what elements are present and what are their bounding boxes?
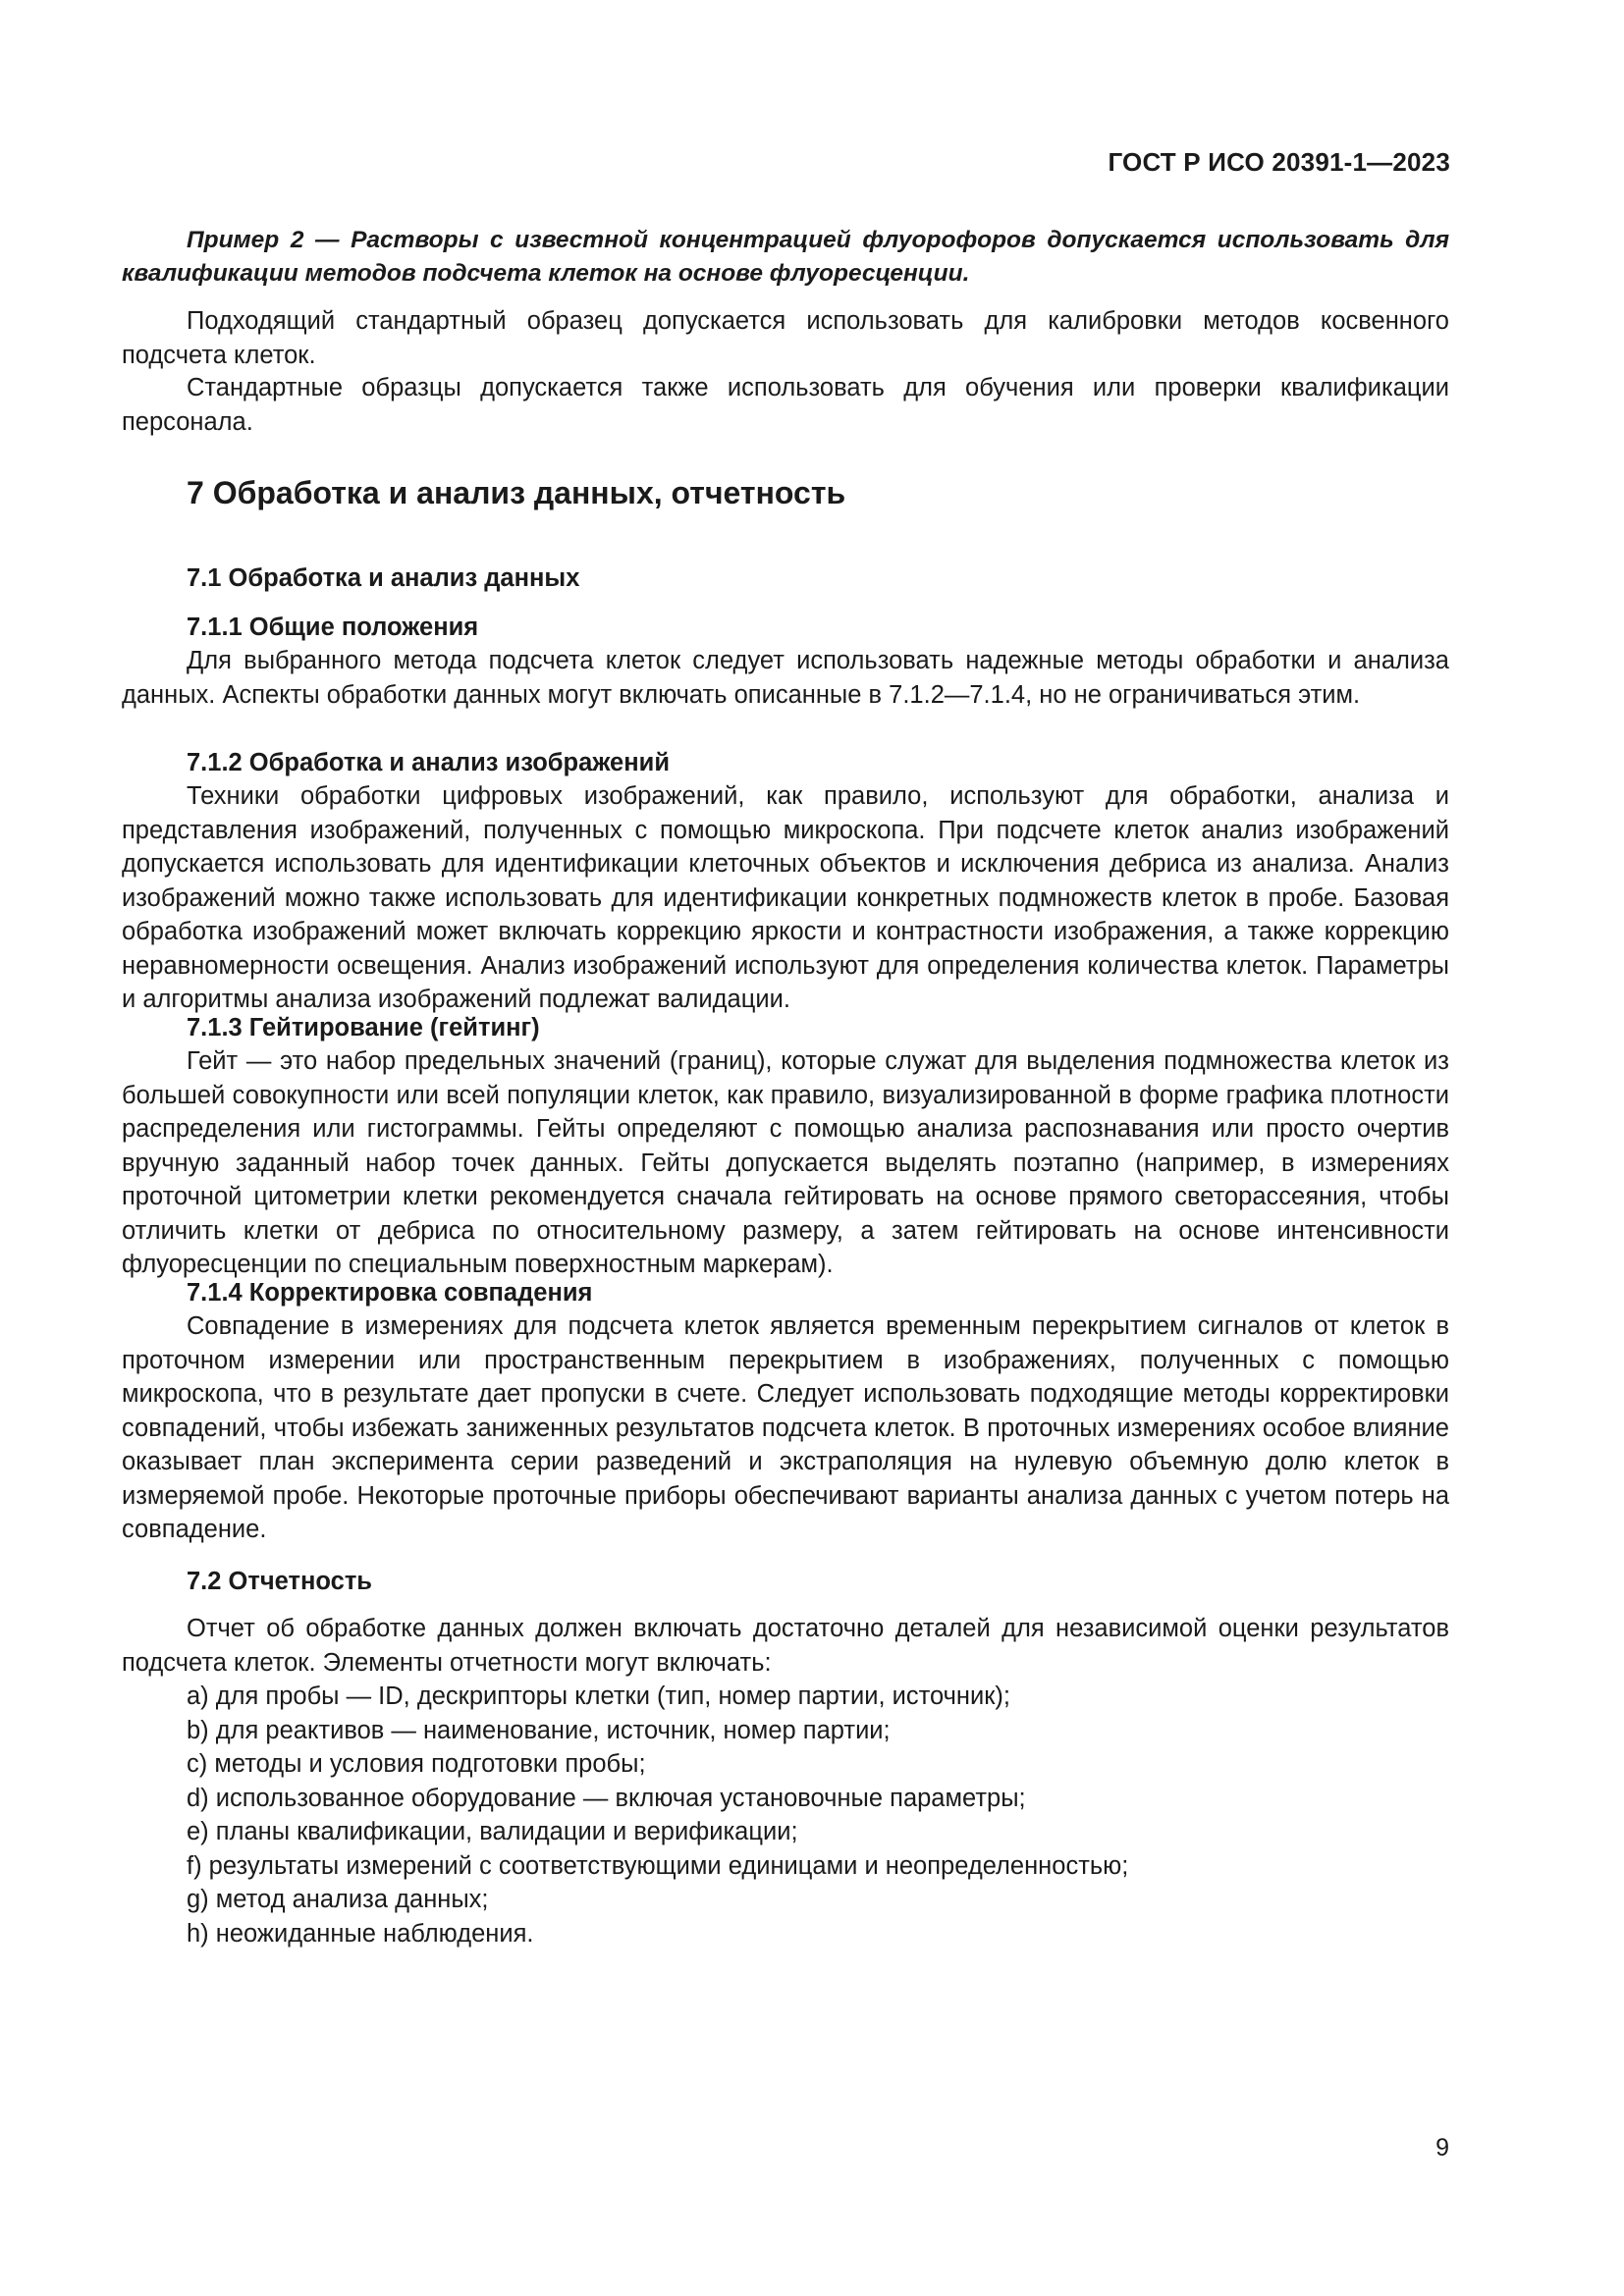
list-item: f) результаты измерений с соответствующими единицами и неопределенностью;: [187, 1851, 1129, 1880]
list-item: h) неожиданные наблюдения.: [187, 1919, 534, 1948]
page-number: 9: [1435, 2134, 1449, 2162]
section-7-1-1-text: Для выбранного метода подсчета клеток следует использовать надежные методы обработки и анализа данных. Аспекты обработки данных могут включать описанные в 7.1.2—7.1.4, но не ограничиваться этим.: [122, 647, 1449, 709]
section-7-1-3-title: 7.1.3 Гейтирование (гейтинг): [187, 1014, 540, 1041]
list-item: d) использованное оборудование — включая установочные параметры;: [187, 1784, 1026, 1812]
reporting-list: [122, 1680, 1449, 1950]
section-7-1-2-title: 7.1.2 Обработка и анализ изображений: [187, 749, 670, 776]
section-7-2-title: 7.2 Отчетность: [187, 1568, 372, 1595]
list-item: b) для реактивов — наименование, источник, номер партии;: [187, 1716, 891, 1744]
section-7-1-2-text: Техники обработки цифровых изображений, как правило, используют для обработки, анализа и представления изображений, полученных с помощью микроскопа. При подсчете клеток анализ изображений допускается использовать для идентификации клеточных объектов и исключения дебриса из анализа. Анализ изображений можно также использовать для идентификации конкретных подмножеств клеток в пробе. Базовая обработка изображений может включать коррекцию яркости и контрастности изображения, а также коррекцию неравномерности освещения. Анализ изображений используют для определения количества клеток. Параметры и алгоритмы анализа изображений подлежат валидации.: [122, 782, 1449, 1013]
list-item: a) для пробы — ID, дескрипторы клетки (тип, номер партии, источник);: [187, 1682, 1010, 1710]
para-training: Стандартные образцы допускается также использовать для обучения или проверки квалификации персонала.: [122, 374, 1449, 436]
section-7-1-title: 7.1 Обработка и анализ данных: [187, 564, 580, 592]
list-item: g) метод анализа данных;: [187, 1886, 489, 1913]
document-id-header: ГОСТ Р ИСО 20391-1—2023: [1108, 147, 1450, 177]
section-7-1-4-text: Совпадение в измерениях для подсчета клеток является временным перекрытием сигналов от клеток в проточном измерении или пространственным перекрытием в изображениях, полученных с помощью микроскопа, что в результате дает пропуски в счете. Следует использовать подходящие методы корректировки совпадений, чтобы избежать заниженных результатов подсчета клеток. В проточных измерениях особое влияние оказывает план эксперимента серии разведений и экстраполяция на нулевую объемную долю клеток в измеряемой пробе. Некоторые проточные приборы обеспечивают варианты анализа данных с учетом потерь на совпадение.: [122, 1312, 1449, 1543]
example-2: Пример 2 — Растворы с известной концентрацией флуорофоров допускается использовать для квалификации методов подсчета клеток на основе флуоресценции.: [122, 227, 1449, 287]
section-7-1-3-text: Гейт — это набор предельных значений (границ), которые служат для выделения подмножества клеток из большей совокупности или всей популяции клеток, как правило, визуализированной в форме графика плотности распределения или гистограммы. Гейты определяют с помощью анализа распознавания или просто очертив вручную заданный набор точек данных. Гейты допускается выделять поэтапно (например, в измерениях проточной цитометрии клетки рекомендуется сначала гейтировать на основе прямого светорассеяния, чтобы отличить клетки от дебриса по относительному размеру, а затем гейтировать на основе интенсивности флуоресценции по специальным поверхностным маркерам).: [122, 1047, 1449, 1278]
para-calibration: Подходящий стандартный образец допускается использовать для калибровки методов косвенного подсчета клеток.: [122, 307, 1449, 369]
section-7-2-text: Отчет об обработке данных должен включать достаточно деталей для независимой оценки результатов подсчета клеток. Элементы отчетности могут включать:: [122, 1615, 1449, 1677]
section-7-1-1-title: 7.1.1 Общие положения: [187, 614, 479, 641]
list-item: e) планы квалификации, валидации и верификации;: [187, 1818, 798, 1845]
section-7-1-4-title: 7.1.4 Корректировка совпадения: [187, 1279, 593, 1307]
list-item: c) методы и условия подготовки пробы;: [187, 1750, 646, 1778]
section-7-title: 7 Обработка и анализ данных, отчетность: [187, 475, 846, 510]
